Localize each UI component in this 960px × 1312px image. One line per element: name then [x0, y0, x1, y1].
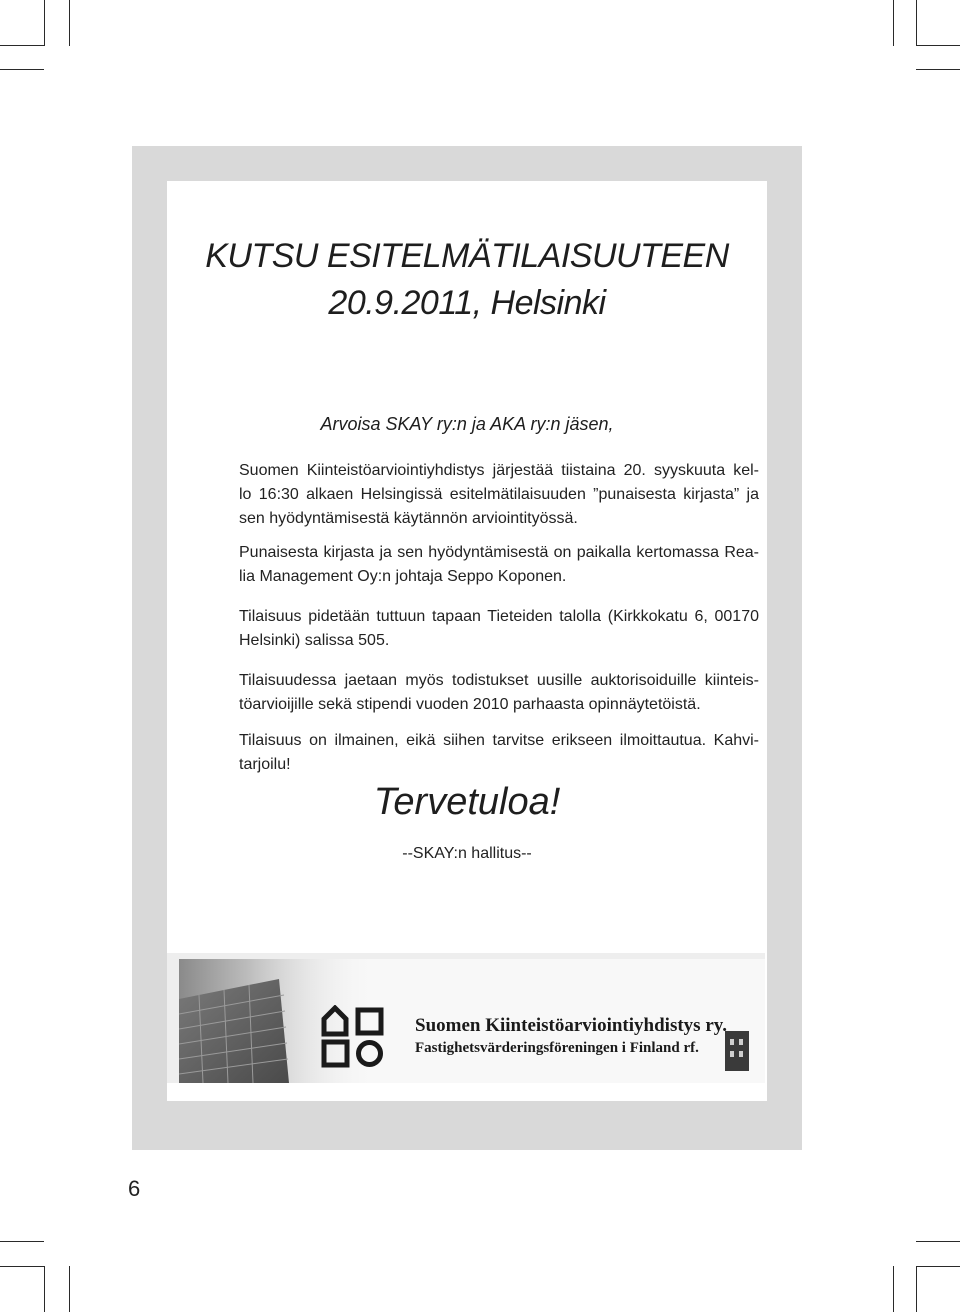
crop-mark [44, 0, 45, 46]
crop-mark [893, 1266, 894, 1312]
crop-mark [69, 1266, 70, 1312]
organization-name-swedish: Fastighetsvärderingsföreningen i Finland rf. [415, 1040, 699, 1056]
text-line: töarvioijille sekä stipendi vuoden 2010 parhaasta opinnäytetöistä. [239, 696, 701, 713]
invitation-title: KUTSU ESITELMÄTILAISUUTEEN [205, 237, 729, 275]
text-line: Suomen Kiinteistöarviointiyhdistys järjestää tiistaina 20. syyskuuta kel- [239, 462, 759, 479]
text-line: lo 16:30 alkaen Helsingissä esitelmätilaisuuden ”punaisesta kirjasta” ja [239, 486, 759, 503]
text-line: Tilaisuus pidetään tuttuun tapaan Tieteiden talolla (Kirkkokatu 6, 00170 [239, 608, 759, 625]
crop-mark [69, 0, 70, 46]
text-line: Punaisesta kirjasta ja sen hyödyntämisestä on paikalla kertomassa Rea- [239, 544, 759, 561]
crop-mark [916, 0, 917, 46]
paragraph-speaker [239, 541, 759, 589]
paragraph-admission [239, 729, 759, 777]
crop-mark [0, 1241, 44, 1242]
crop-mark [916, 45, 960, 46]
text-line: Tilaisuus on ilmainen, eikä siihen tarvitse erikseen ilmoittautua. Kahvi- [239, 732, 759, 749]
paragraph-intro [239, 459, 759, 531]
crop-mark [44, 1266, 45, 1312]
text-line: sen hyödyntämisestä käytännön arviointityössä. [239, 510, 578, 527]
page-number: 6 [128, 1176, 141, 1201]
organization-banner [167, 953, 765, 1083]
invitation-date-location: 20.9.2011, Helsinki [328, 284, 606, 322]
paragraph-awards [239, 669, 759, 717]
invitation-frame [132, 146, 802, 1150]
paragraph-venue [239, 605, 759, 653]
logo-mark [725, 1031, 749, 1071]
text-line: tarjoilu! [239, 756, 291, 773]
crop-mark [916, 1266, 917, 1312]
crop-mark [916, 69, 960, 70]
crop-mark [0, 69, 44, 70]
welcome-heading: Tervetuloa! [373, 781, 561, 823]
crop-mark [916, 1241, 960, 1242]
text-line: Tilaisuudessa jaetaan myös todistukset uusille auktorisoiduille kiinteis- [239, 672, 759, 689]
invitation-sheet [167, 181, 767, 1101]
organization-name: Suomen Kiinteistöarviointiyhdistys ry. [415, 1015, 727, 1036]
text-line: Helsinki) salissa 505. [239, 632, 390, 649]
crop-mark [0, 45, 44, 46]
signature: --SKAY:n hallitus-- [402, 845, 532, 862]
crop-mark [0, 1266, 44, 1267]
greeting: Arvoisa SKAY ry:n ja AKA ry:n jäsen, [320, 414, 614, 434]
crop-mark [893, 0, 894, 46]
organization-logo-icon [321, 1005, 385, 1069]
text-line: lia Management Oy:n johtaja Seppo Koponen. [239, 568, 567, 585]
banner-background [179, 959, 765, 1083]
crop-mark [916, 1266, 960, 1267]
